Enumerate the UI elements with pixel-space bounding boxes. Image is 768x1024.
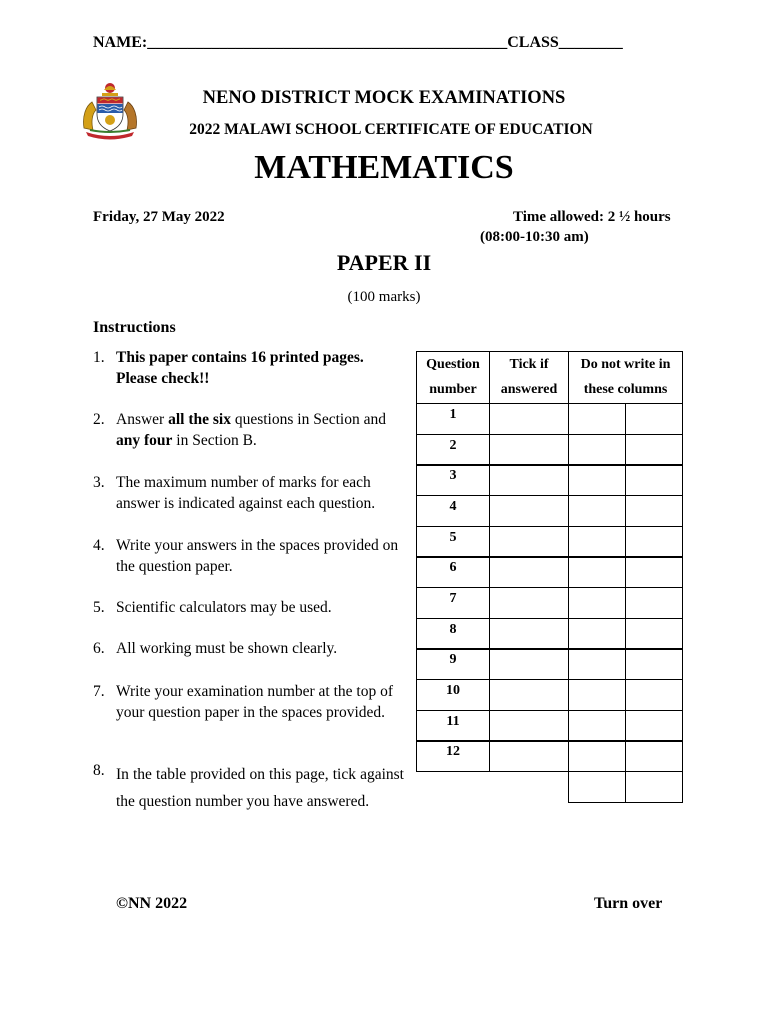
instruction-text: All working must be shown clearly. [116,640,338,657]
tick-cell[interactable] [489,403,569,435]
tick-cell[interactable] [489,618,569,650]
examiner-cell [625,403,683,435]
examiner-cell [568,464,626,496]
examiner-cell [568,556,626,588]
question-number-cell: 12 [416,740,490,772]
tick-cell[interactable] [489,648,569,680]
header-question-number: Question number [416,351,490,404]
instruction-text: This paper contains 16 printed pages. Please check!! [116,349,364,387]
examiner-cell [568,434,626,466]
question-number-cell: 7 [416,587,490,619]
examiner-cell [625,648,683,680]
time-range: (08:00-10:30 am) [480,229,589,245]
header-do-not-write: Do not write in these columns [568,351,683,404]
tick-cell[interactable] [489,464,569,496]
tick-cell[interactable] [489,587,569,619]
examiner-cell [568,618,626,650]
instructions-heading: Instructions [93,319,176,336]
examiner-cell [625,556,683,588]
examiner-cell [625,495,683,527]
exam-subtitle: 2022 MALAWI SCHOOL CERTIFICATE OF EDUCATION [189,121,593,138]
examiner-cell [568,403,626,435]
exam-title: NENO DISTRICT MOCK EXAMINATIONS [202,88,566,108]
instruction-text: Answer all the six questions in Section and any four in Section B. [116,411,386,449]
examiner-cell [625,618,683,650]
subject-title: MATHEMATICS [254,149,514,186]
tick-cell[interactable] [489,740,569,772]
name-line: _____________________________________________ [147,34,508,51]
examiner-cell [625,587,683,619]
question-number-cell: 2 [416,434,490,466]
question-number-cell: 9 [416,648,490,680]
examiner-total-cell [568,771,626,803]
examiner-cell [568,495,626,527]
examiner-cell [568,740,626,772]
question-number-cell: 8 [416,618,490,650]
class-label: CLASS [507,34,559,51]
question-number-cell: 3 [416,464,490,496]
name-label: NAME: [93,34,148,51]
examiner-cell [625,740,683,772]
turn-over: Turn over [594,895,663,912]
examiner-cell [568,679,626,711]
question-number-cell: 6 [416,556,490,588]
examiner-cell [568,587,626,619]
time-allowed: Time allowed: 2 ½ hours [513,209,671,225]
instruction-text: In the table provided on this page, tick against the question number you have answered. [116,766,404,810]
tick-cell[interactable] [489,556,569,588]
instruction-text: Write your examination number at the top of your question paper in the spaces provided. [116,683,394,721]
copyright: ©NN 2022 [116,895,188,912]
total-marks: (100 marks) [347,289,421,305]
tick-cell[interactable] [489,526,569,558]
question-number-cell: 5 [416,526,490,558]
name-class-line [93,34,623,52]
question-number-cell: 4 [416,495,490,527]
examiner-cell [625,434,683,466]
tick-cell[interactable] [489,710,569,742]
examiner-cell [568,648,626,680]
question-number-cell: 10 [416,679,490,711]
examiner-cell [568,710,626,742]
instruction-text: Scientific calculators may be used. [116,599,332,616]
examiner-cell [625,526,683,558]
tick-cell[interactable] [489,679,569,711]
tick-cell[interactable] [489,434,569,466]
examiner-cell [625,679,683,711]
header-tick-if-answered: Tick if answered [489,351,569,404]
paper-title: PAPER II [336,250,432,275]
examiner-cell [568,526,626,558]
instruction-text: Write your answers in the spaces provided on the question paper. [116,537,399,575]
question-number-cell: 1 [416,403,490,435]
tick-cell[interactable] [489,495,569,527]
instruction-text: The maximum number of marks for each answer is indicated against each question. [116,474,376,512]
examiner-cell [625,464,683,496]
examiner-total-cell [625,771,683,803]
exam-date: Friday, 27 May 2022 [93,209,225,225]
question-number-cell: 11 [416,710,490,742]
examiner-cell [625,710,683,742]
class-line: ________ [558,34,623,51]
